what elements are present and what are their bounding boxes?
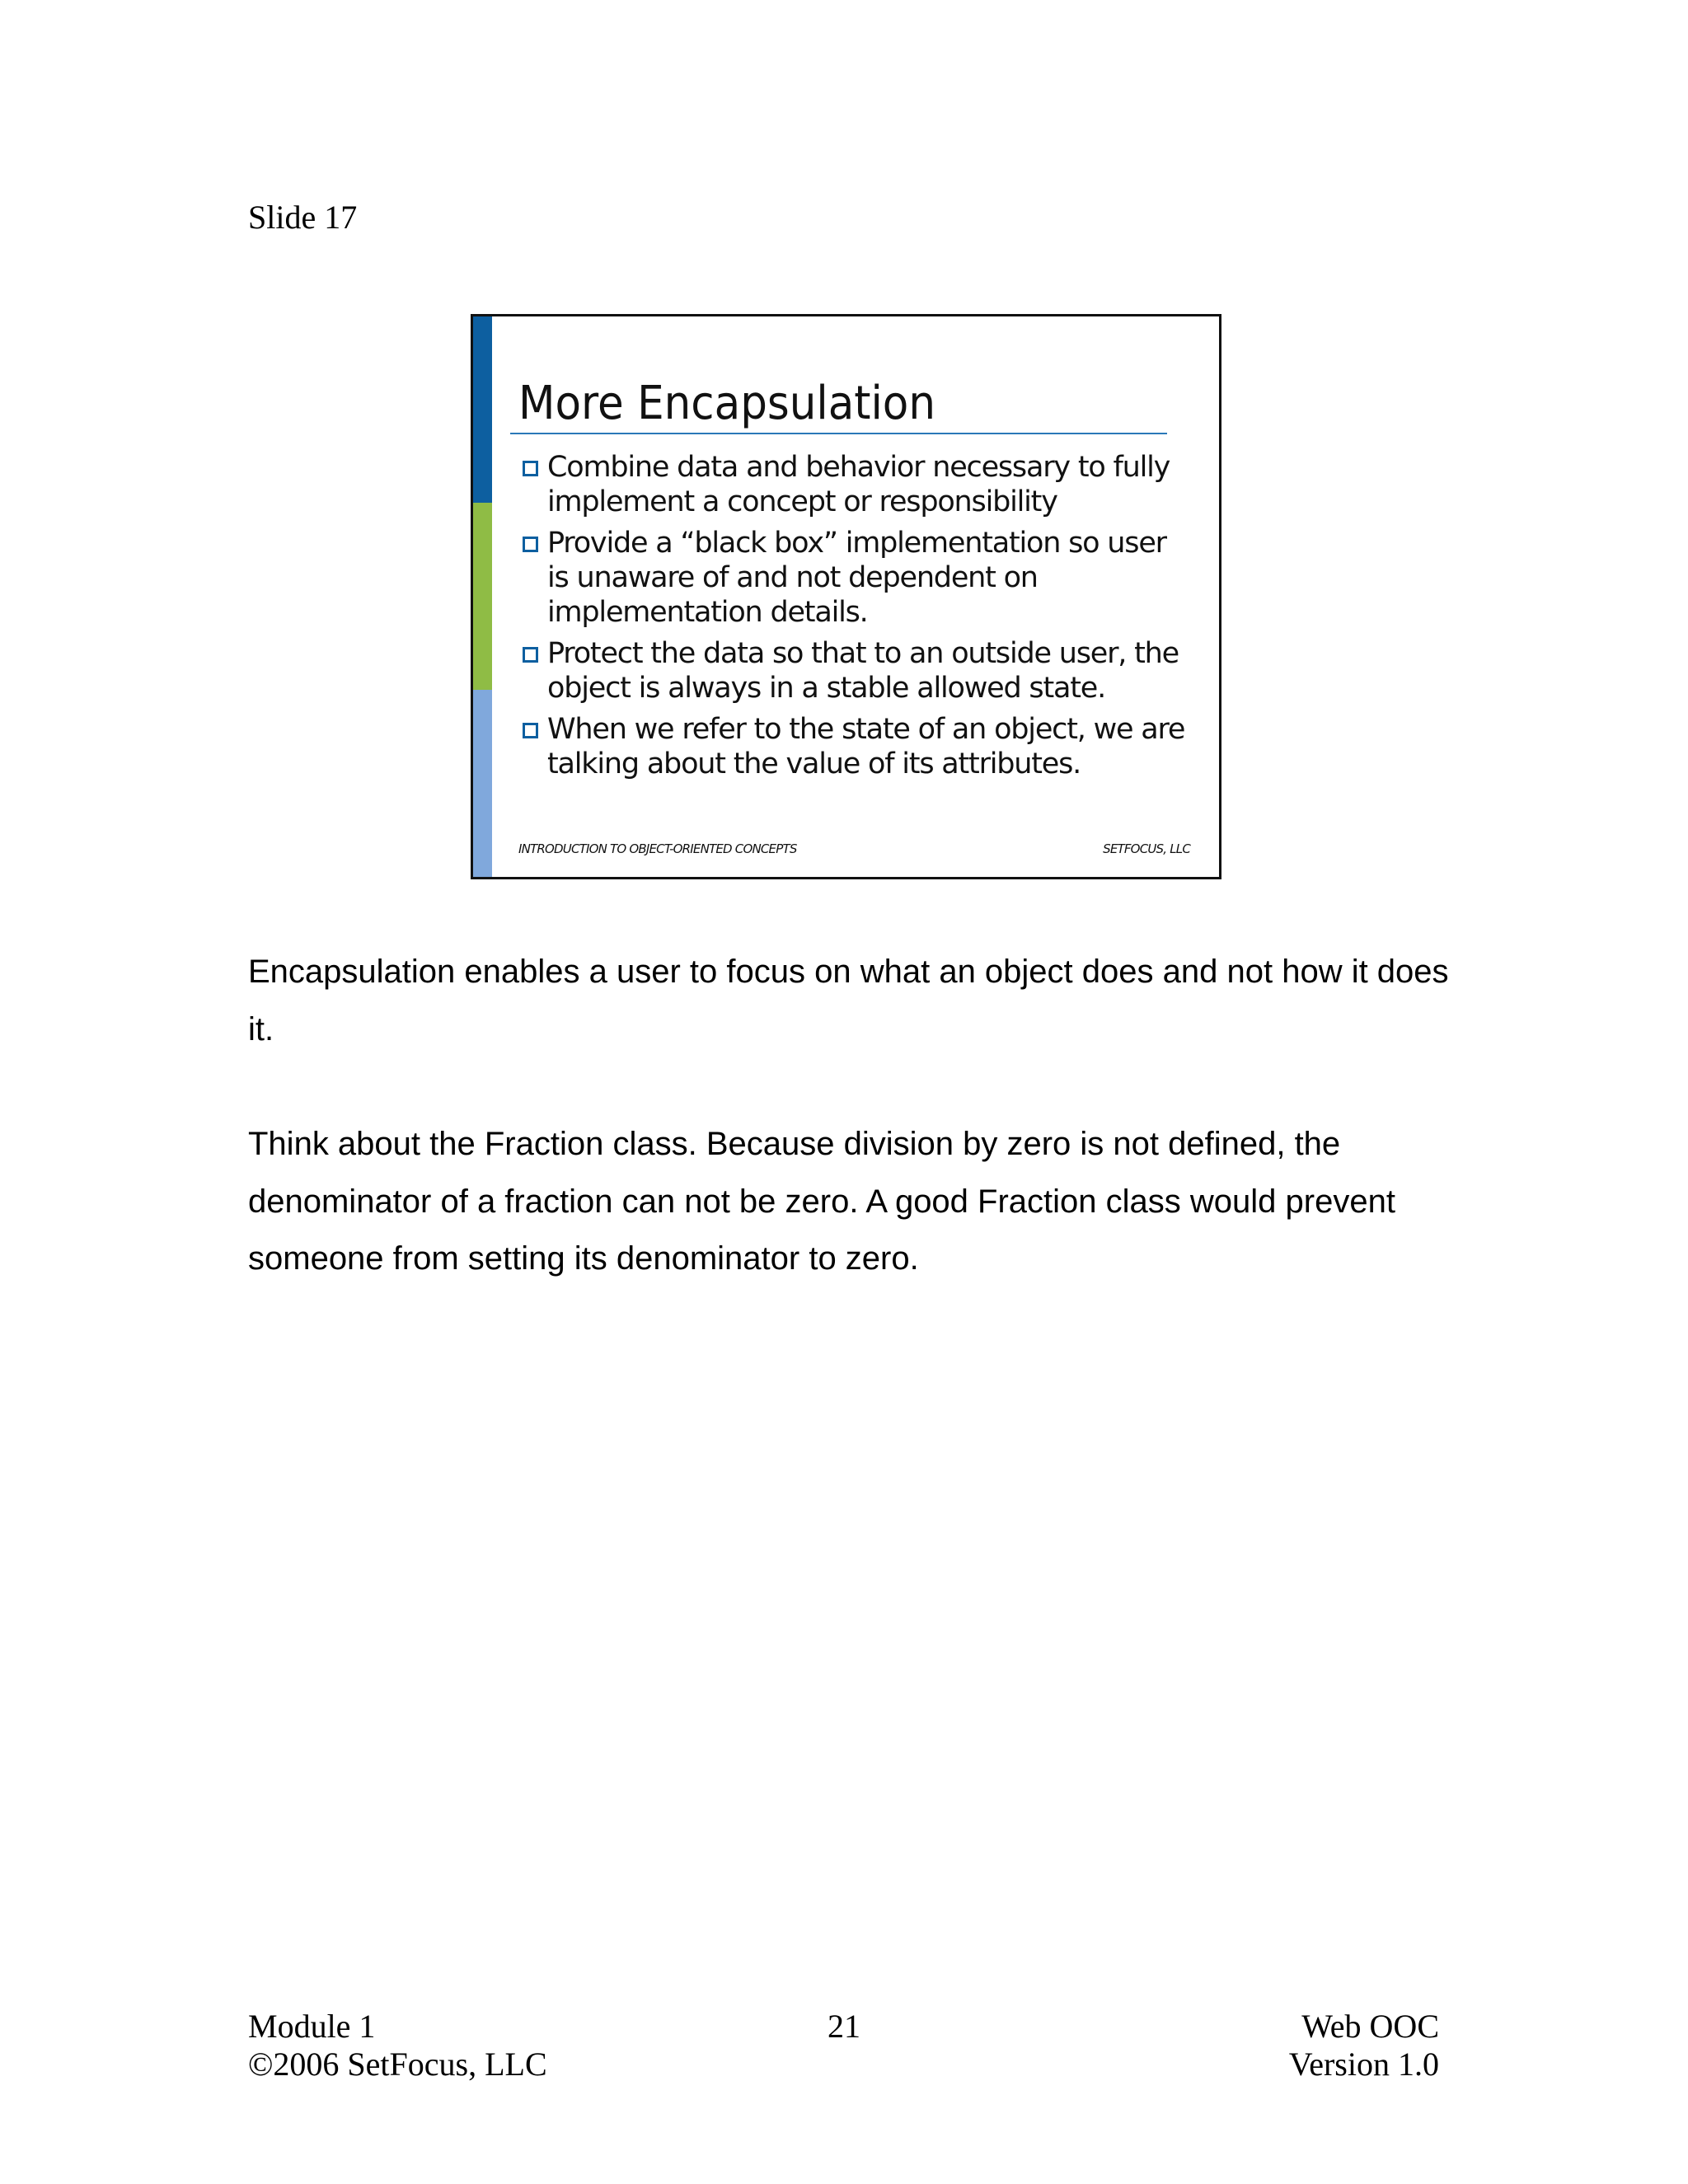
course-label: Web OOC — [1301, 2008, 1439, 2045]
copyright-label: ©2006 SetFocus, LLC — [248, 2046, 547, 2083]
note-paragraph: Encapsulation enables a user to focus on what an object does and not how it does it. — [248, 954, 1449, 1047]
page-footer-right — [1289, 2008, 1439, 2083]
module-label: Module 1 — [248, 2008, 376, 2045]
bullet-text: When we refer to the state of an object, we are talking about the value of its attributes. — [547, 713, 1185, 780]
bullet-item — [523, 636, 1190, 705]
title-divider — [510, 433, 1167, 434]
bullet-text: Provide a “black box” implementation so user is unaware of and not dependent on implementation details. — [547, 527, 1166, 629]
page-number: 21 — [828, 2008, 860, 2045]
bullet-text: Combine data and behavior necessary to fully implement a concept or responsibility — [547, 451, 1170, 518]
note-paragraph: Think about the Fraction class. Because division by zero is not defined, the denominator of a fraction can not be zero. A good Fraction class would prevent someone from setting its denominator to zero. — [248, 1126, 1395, 1277]
bullet-item — [523, 526, 1190, 630]
accent-bar-dark-blue — [473, 316, 492, 503]
slide-footer-left: INTRODUCTION TO OBJECT-ORIENTED CONCEPTS — [518, 841, 797, 856]
square-bullet-icon — [523, 723, 538, 738]
page-footer-left — [248, 2008, 547, 2083]
slide-footer-right: SETFOCUS, LLC — [1103, 841, 1190, 856]
bullet-text: Protect the data so that to an outside user, the object is always in a stable allowed state. — [547, 637, 1179, 705]
slide-thumbnail — [471, 314, 1221, 879]
bullet-list — [523, 450, 1190, 788]
square-bullet-icon — [523, 461, 538, 476]
accent-bar-green — [473, 503, 492, 690]
bullet-item — [523, 712, 1190, 781]
slide-label: Slide 17 — [248, 199, 358, 236]
square-bullet-icon — [523, 647, 538, 663]
square-bullet-icon — [523, 537, 538, 552]
accent-bar-light-blue — [473, 690, 492, 877]
slide-title: More Encapsulation — [518, 377, 935, 430]
version-label: Version 1.0 — [1288, 2046, 1439, 2083]
bullet-item — [523, 450, 1190, 519]
